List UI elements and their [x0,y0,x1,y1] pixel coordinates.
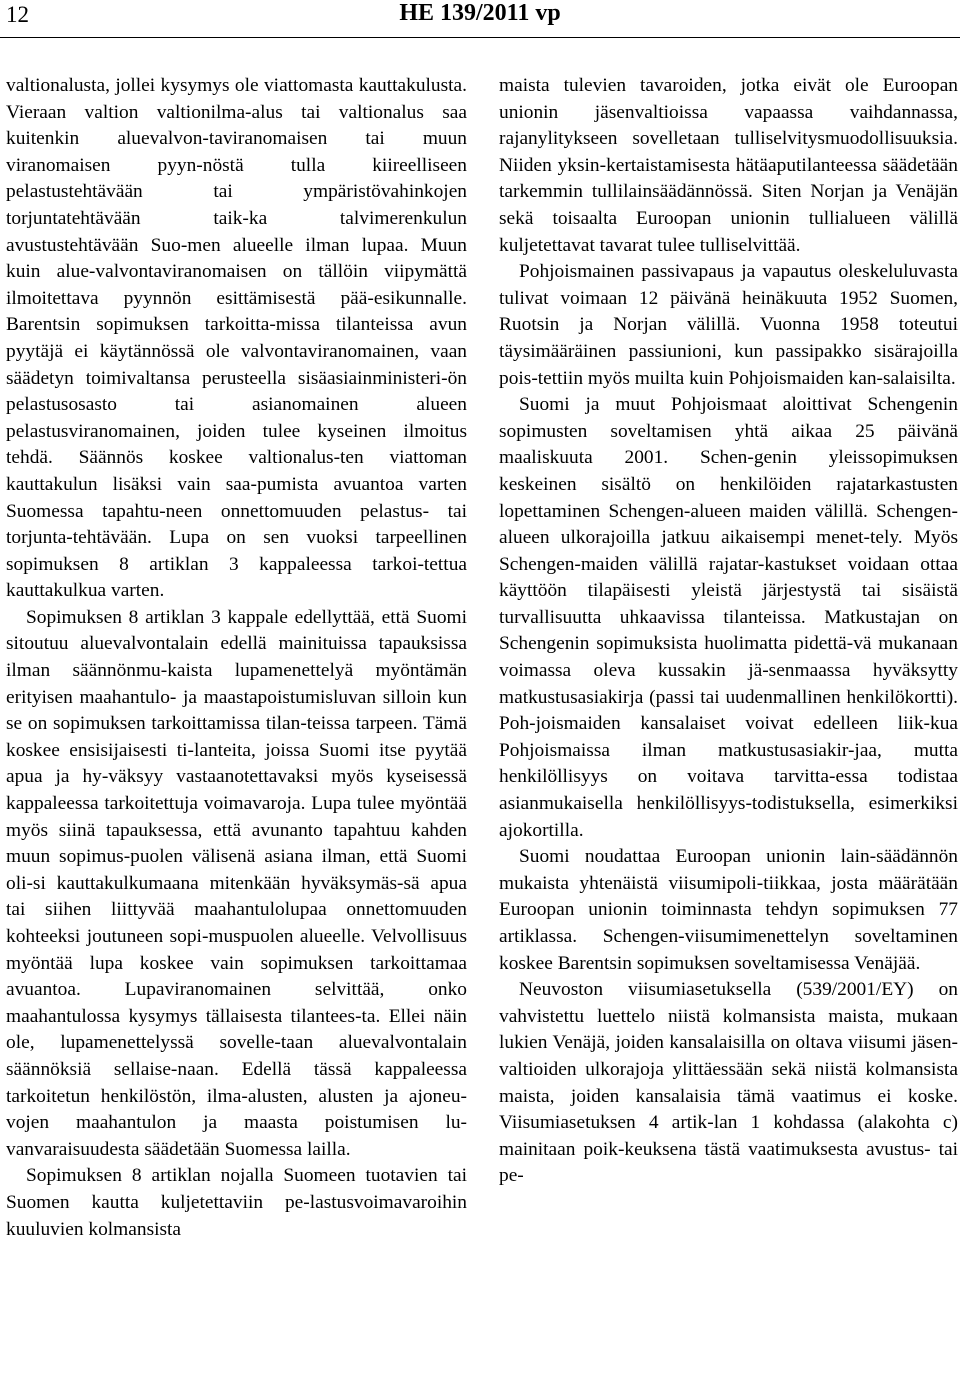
right-paragraph-2: Pohjoismainen passivapaus ja vapautus oleskeluluvasta tulivat voimaan 12 päivänä heinäkuuta 1952 Suomen, Ruotsin ja Norjan välillä. Vuonna 1958 toteutui täysimääräinen passiunioni, kun passipakko sisärajoilla pois-tettiin myös muilta kuin Pohjoismaiden kan-salaisilta. [499,261,958,389]
left-paragraph-1: valtionalusta, jollei kysymys ole viattomasta kauttakulusta. Vieraan valtion valtionilma-alus tai valtionalus saa kuitenkin aluevalvon-taviranomaisen tai muun viranomaisen pyyn-nöstä tulla kiireelliseen pelastustehtävään tai ympäristövahinkojen torjuntatehtävään taik-ka talvimerenkulun avustustehtävään Suo-men alueelle ilman lupaa. Muun kuin alue-valvontaviranomaisen on tällöin viipymättä ilmoitettava pyynnön esittämisestä pää-esikunnalle. Barentsin sopimuksen tarkoitta-missa tilanteissa avun pyytäjä ei käytännössä ole valvontaviranomainen, vaan säädetyn toimivaltansa perusteella sisäasiainministeri-ön pelastusosasto tai asianomainen alueen pelastusviranomainen, joiden tulee kyseinen ilmoitus tehdä. Säännös koskee valtionalus-ten viattoman kauttakulun lisäksi vain saa-pumista avuantoa varten Suomessa tapahtu-neen onnettomuuden pelastus- tai torjunta-tehtävään. Lupa on sen vuoksi tarpeellinen sopimuksen 8 artiklan 3 kappaleessa tarkoi-tettua kauttakulkua varten. [6,75,467,602]
page-number: 12 [6,2,29,27]
left-paragraph-3: Sopimuksen 8 artiklan nojalla Suomeen tuotavien tai Suomen kautta kuljetettaviin pe-lastusvoimavaroihin kuuluvien kolmansista [6,1165,467,1240]
right-paragraph-3: Suomi ja muut Pohjoismaat aloittivat Schengenin sopimusten soveltamisen yhtä aikaa 25 päivänä maaliskuuta 2001. Schen-genin yleissopimuksen keskeinen sisältö on henkilöiden rajatarkastusten lopettaminen Schengen-alueen maiden välillä. Schengen-alueen ulkorajoilla jatkuu aikaisempi menet-tely. Myös Schengen-maiden välillä rajatar-kastukset voidaan ottaa käyttöön tilapäisesti yleistä järjestystä tai sisäistä turvallisuutta uhkaavissa tilanteissa. Matkustajan on Schengenin sopimuksista huolimatta pidettä-vä mukanaan voimassa oleva kussakin jä-senmaassa hyväksytty matkustusasiakirja (passi tai uudenmallinen henkilökortti). Poh-joismaiden kansalaiset voivat edelleen liik-kua Pohjoismaissa ilman matkustusasiakir-jaa, mutta henkilöllisyys on voitava tarvitta-essa todistaa asianmukaisella henkilöllisyys-todistuksella, esimerkiksi ajokortilla. [499,394,958,841]
document-id: HE 139/2011 vp [399,0,561,26]
left-column [6,73,467,1243]
left-paragraph-2: Sopimuksen 8 artiklan 3 kappale edellyttää, että Suomi sitoutuu aluevalvontalain edellä mainituissa tapauksissa ilman säännönmu-kaista lupamenettelyä myöntämän erityisen maahantulo- ja maastapoistumisluvan silloin kun se on sopimuksen tarkoittamissa tilan-teissa tarpeen. Tämä koskee ensisijaisesti ti-lanteita, joissa Suomi itse pyytää apua ja hy-väksyy vastaanotettavaksi myös kyseisessä kappaleessa tarkoitettuja voimavaroja. Lupa tulee myöntää myös siinä tapauksessa, että avunanto tapahtuu kahden muun sopimus-puolen välisenä asiana ilman, että Suomi oli-si kauttakulkumaana mitenkään hyväksymäs-sä apua tai siihen liittyvää maahantulolupaa onnettomuuden kohteeksi joutuneen sopi-muspuolen alueelle. Velvollisuus myöntää lupa koskee vain sopimuksen tarkoittamaa avuantoa. Lupaviranomainen selvittää, onko maahantulossa kysymys tällaisesta tilantees-ta. Ellei näin ole, lupamenettelyssä sovelle-taan aluevalvontalain säännöksiä sellaise-naan. Edellä tässä kappaleessa tarkoitetun henkilöstön, ilma-alusten, alusten ja ajoneu-vojen maahantulon ja maasta poistumisen lu-vanvaraisuudesta säädetään Suomessa lailla. [6,606,467,1160]
header-divider [0,37,960,38]
right-paragraph-5: Neuvoston viisumiasetuksella (539/2001/EY) on vahvistettu luettelo niistä kolmansista maista, mukaan lukien Venäjä, joiden kansalaisilla on oltava viisumi jäsen-valtioiden ulkorajoja ylittäessään sekä niistä kolmansista maista, joiden kansalaisia tämä vaatimus ei koske. Viisumiasetuksen 4 artik-lan 1 kohdassa (alakohta c) mainitaan poik-keuksena tästä vaatimuksesta avustus- tai pe- [499,979,958,1187]
page-header [0,0,960,40]
right-paragraph-4: Suomi noudattaa Euroopan unionin lain-säädännön mukaista yhtenäistä viisumipoli-tiikkaa, josta määrätään Euroopan unionin toiminnasta tehdyn sopimuksen 77 artiklassa. Schengen-viisumimenettelyn soveltaminen koskee Barentsin sopimuksen soveltamisessa Venäjää. [499,846,958,974]
right-paragraph-1: maista tulevien tavaroiden, jotka eivät ole Euroopan unionin jäsenvaltioissa vapaassa vaihdannassa, rajanylitykseen sovelletaan tulliselvitysmuodollisuuksia. Niiden yksin-kertaistamisesta hätäaputilanteessa säädetään tarkemmin tullilainsäädännössä. Siten Norjan ja Venäjän sekä toisaalta Euroopan unionin tullialueen välillä kuljetettavat tavarat tulee tulliselvittää. [499,75,958,256]
right-column [499,73,958,1190]
